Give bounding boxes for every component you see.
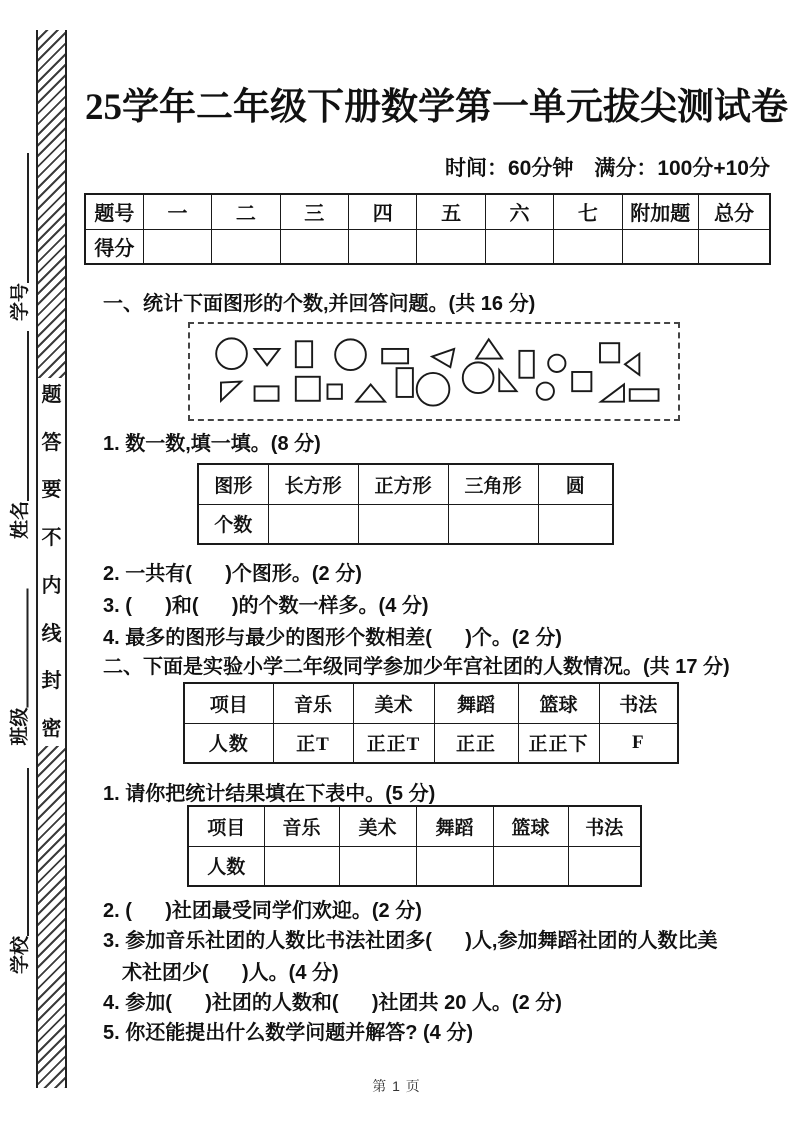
rect-shape (630, 389, 659, 401)
empty-answer-cell (416, 846, 493, 886)
shape-count-header-cell: 长方形 (268, 464, 358, 504)
shapes-figure (190, 324, 678, 419)
seal-char: 题 (41, 384, 62, 406)
score-table-score-row (85, 229, 770, 264)
tally-header-row (184, 683, 678, 723)
score-row-label: 得分 (85, 229, 143, 264)
score-header-cell: 五 (417, 194, 485, 229)
class-field (6, 589, 32, 746)
seal-char: 不 (41, 527, 62, 550)
seal-warning-text (38, 378, 65, 746)
score-header-cell: 六 (485, 194, 553, 229)
question-2-5: 5. 你还能提出什么数学问题并解答? (4 分) (103, 1022, 474, 1044)
empty-score-cell (349, 229, 417, 264)
seal-hatch-top (38, 30, 65, 378)
school-label: 学校 (10, 935, 31, 974)
tally-header-cell: 篮球 (518, 683, 599, 723)
empty-answer-cell (493, 846, 568, 886)
paper-title: 25学年二年级下册数学第一单元拔尖测试卷 (85, 87, 788, 128)
tally-header-cell: 舞蹈 (434, 683, 518, 723)
result-row-label: 人数 (188, 846, 264, 886)
question-2-4: 4. 参加( )社团的人数和( )社团共 20 人。(2 分) (103, 992, 562, 1014)
empty-answer-cell (568, 846, 641, 886)
seal-char: 要 (41, 479, 62, 502)
student-number-blank-line (27, 153, 29, 283)
seal-char: 封 (41, 670, 62, 693)
section-one-heading: 一、统计下面图形的个数,并回答问题。(共 16 分) (103, 293, 536, 315)
question-1-3: 3. ( )和( )的个数一样多。(4 分) (103, 595, 429, 617)
polygon-shape (221, 382, 241, 401)
result-header-cell: 篮球 (493, 806, 568, 846)
result-header-cell: 书法 (568, 806, 641, 846)
polygon-shape (356, 384, 385, 401)
seal-char: 内 (41, 574, 62, 597)
shape-count-answer-row (198, 504, 613, 544)
seal-char: 线 (41, 622, 62, 645)
time-and-score-info: 时间：60分钟 满分：100分+10分 (444, 157, 770, 180)
empty-score-cell (699, 229, 771, 264)
polygon-shape (476, 339, 502, 358)
polygon-shape (499, 370, 516, 391)
tally-marks-calligraphy: F (599, 723, 678, 763)
circle-shape (463, 362, 494, 393)
tally-header-cell: 音乐 (273, 683, 353, 723)
tally-marks-basketball: 正正下 (518, 723, 599, 763)
score-header-cell: 总分 (699, 194, 771, 229)
tally-header-cell: 书法 (599, 683, 678, 723)
rect-shape (382, 349, 408, 363)
polygon-shape (432, 349, 454, 367)
page-number: 第 1 页 (372, 1078, 421, 1094)
result-header-row (188, 806, 641, 846)
section-two-heading: 二、下面是实验小学二年级同学参加少年宫社团的人数情况。(共 17 分) (103, 656, 730, 678)
empty-score-cell (143, 229, 211, 264)
circle-shape (548, 355, 565, 372)
empty-score-cell (622, 229, 698, 264)
tally-header-cell: 美术 (353, 683, 434, 723)
name-field (6, 331, 32, 539)
result-answer-row (188, 846, 641, 886)
result-table (187, 805, 642, 887)
shape-count-header-cell: 三角形 (448, 464, 538, 504)
student-number-label: 学号 (10, 282, 31, 321)
school-blank-line (27, 768, 29, 936)
shape-count-header-cell: 图形 (198, 464, 268, 504)
empty-answer-cell (538, 504, 613, 544)
tally-marks-dance: 正正 (434, 723, 518, 763)
empty-answer-cell (448, 504, 538, 544)
name-blank-line (27, 331, 29, 501)
polygon-shape (601, 384, 624, 401)
empty-answer-cell (268, 504, 358, 544)
circle-shape (335, 339, 366, 370)
tally-header-cell: 项目 (184, 683, 273, 723)
rect-shape (327, 384, 341, 398)
question-1-1: 1. 数一数,填一填。(8 分) (103, 433, 321, 455)
shape-count-header-cell: 正方形 (358, 464, 448, 504)
result-header-cell: 舞蹈 (416, 806, 493, 846)
tally-marks-music: 正T (273, 723, 353, 763)
student-number-field (6, 153, 32, 321)
result-header-cell: 音乐 (264, 806, 339, 846)
question-2-3-line2: 术社团少( )人。(4 分) (122, 962, 339, 984)
score-header-cell: 三 (280, 194, 348, 229)
empty-score-cell (554, 229, 622, 264)
school-field (6, 768, 32, 974)
rect-shape (519, 351, 533, 378)
shapes-box (188, 322, 680, 421)
score-table (84, 193, 771, 265)
empty-score-cell (417, 229, 485, 264)
empty-score-cell (280, 229, 348, 264)
circle-shape (216, 338, 247, 369)
empty-answer-cell (339, 846, 416, 886)
tally-row-label: 人数 (184, 723, 273, 763)
score-header-cell: 附加题 (622, 194, 698, 229)
result-header-cell: 美术 (339, 806, 416, 846)
question-1-4: 4. 最多的图形与最少的图形个数相差( )个。(2 分) (103, 627, 562, 649)
shape-count-header-cell: 圆 (538, 464, 613, 504)
polygon-shape (625, 354, 639, 375)
shape-count-row-label: 个数 (198, 504, 268, 544)
tally-marks-row (184, 723, 678, 763)
rect-shape (296, 341, 312, 367)
score-header-cell: 题号 (85, 194, 143, 229)
score-header-cell: 四 (349, 194, 417, 229)
shape-count-table (197, 463, 614, 545)
empty-answer-cell (264, 846, 339, 886)
name-label: 姓名 (10, 500, 31, 539)
seal-char: 答 (41, 431, 62, 454)
result-header-cell: 项目 (188, 806, 264, 846)
shape-count-header-row (198, 464, 613, 504)
score-header-cell: 七 (554, 194, 622, 229)
polygon-shape (255, 349, 280, 365)
rect-shape (255, 386, 279, 400)
score-header-cell: 二 (212, 194, 280, 229)
class-label: 班级 (9, 707, 31, 746)
rect-shape (600, 343, 619, 362)
empty-answer-cell (358, 504, 448, 544)
tally-table (183, 682, 679, 764)
rect-shape (296, 377, 320, 401)
empty-score-cell (212, 229, 280, 264)
question-1-2: 2. 一共有( )个图形。(2 分) (103, 563, 362, 585)
rect-shape (572, 372, 591, 391)
circle-shape (537, 383, 554, 400)
score-header-cell: 一 (143, 194, 211, 229)
circle-shape (417, 373, 450, 406)
tally-marks-art: 正正T (353, 723, 434, 763)
class-blank-line (27, 589, 29, 708)
question-2-3-line1: 3. 参加音乐社团的人数比书法社团多( )人,参加舞蹈社团的人数比美 (103, 930, 718, 952)
empty-score-cell (485, 229, 553, 264)
question-2-1: 1. 请你把统计结果填在下表中。(5 分) (103, 783, 436, 805)
score-table-header-row (85, 194, 770, 229)
question-2-2: 2. ( )社团最受同学们欢迎。(2 分) (103, 900, 422, 922)
rect-shape (397, 368, 413, 397)
seal-line-band (36, 30, 67, 1088)
seal-hatch-bottom (38, 746, 65, 1088)
seal-char: 密 (41, 717, 62, 740)
